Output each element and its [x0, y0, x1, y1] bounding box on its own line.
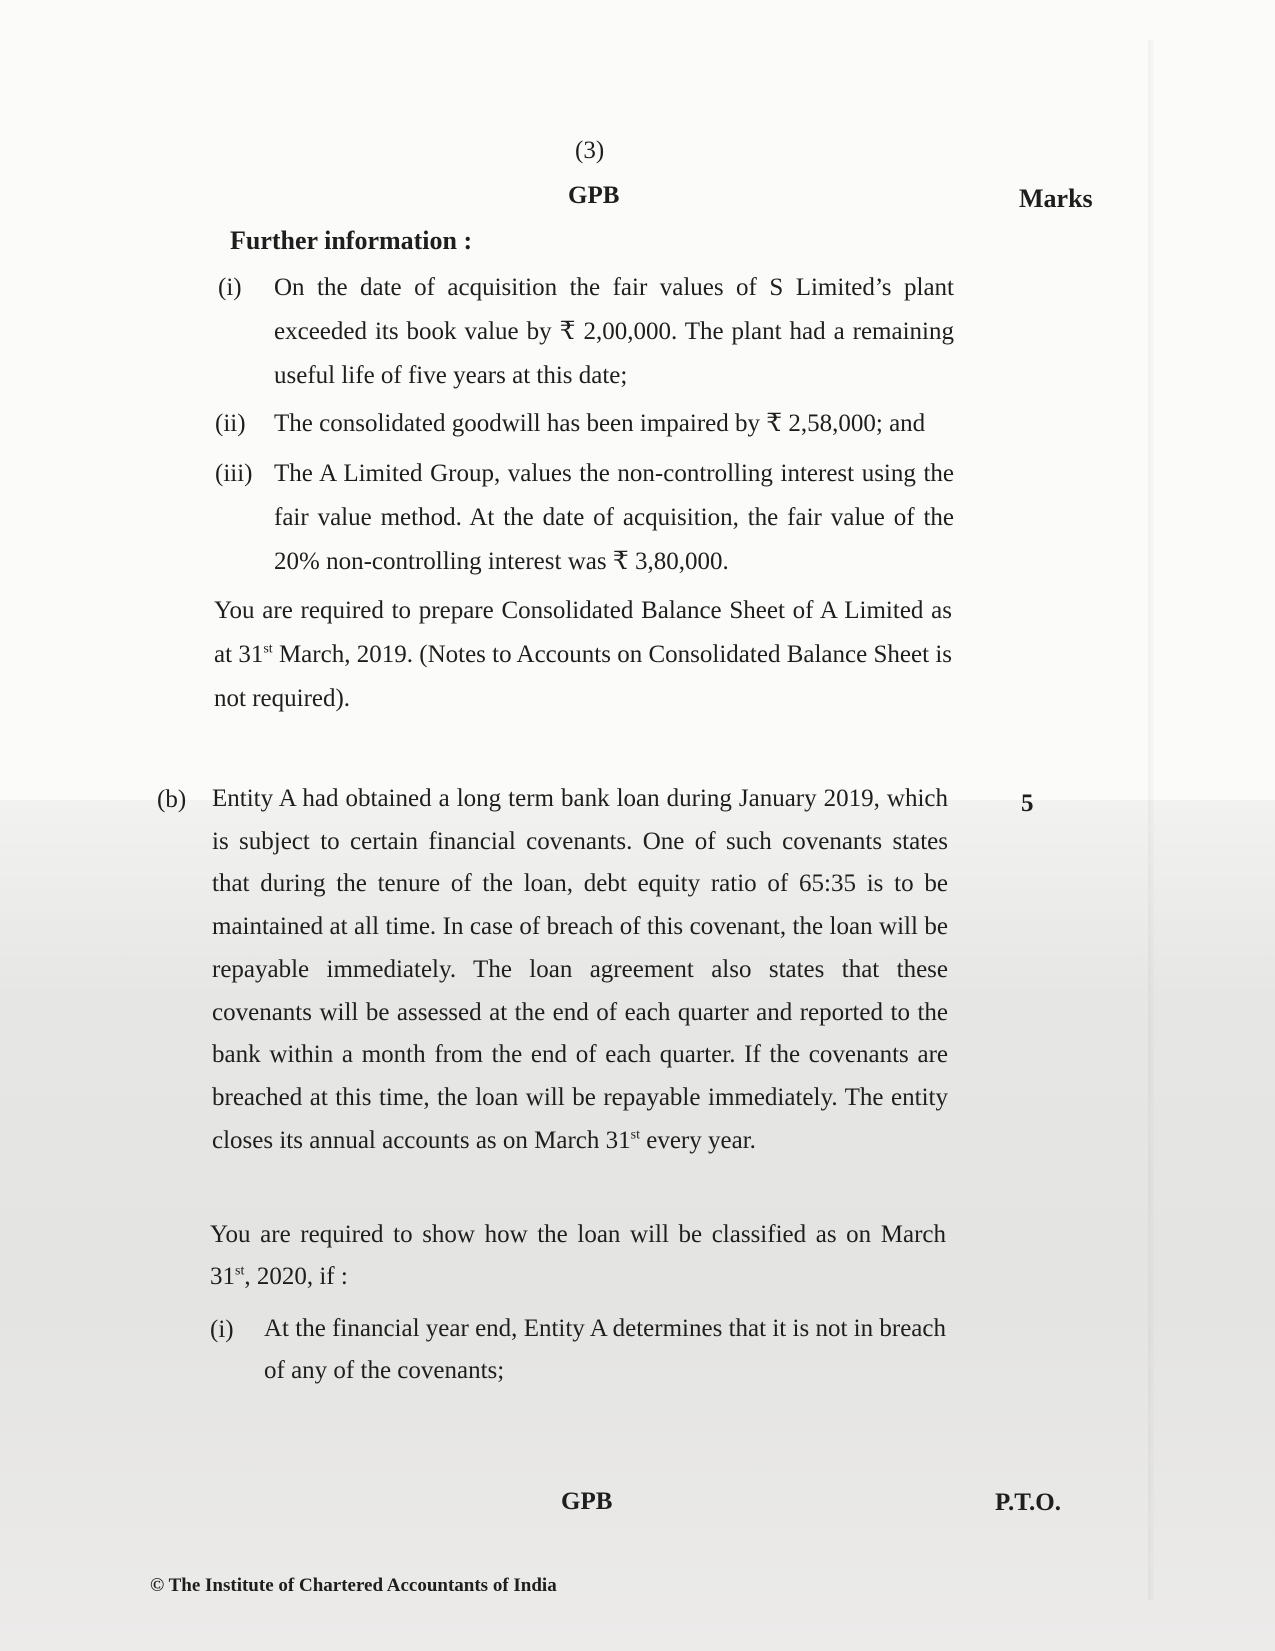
list-item: The A Limited Group, values the non-controlling interest using the fair value method. At the date of acquisition, the fair value of the 20% non-controlling interest was ₹ 3,80,000.	[274, 460, 954, 575]
requirement-paragraph-b: You are required to show how the loan will be classified as on March 31st, 2020, if :	[210, 1221, 946, 1290]
page-number: (3)	[575, 137, 605, 164]
item-number: (i)	[218, 274, 242, 301]
list-item: On the date of acquisition the fair values of S Limited’s plant exceeded its book value by ₹ 2,00,000. The plant had a remaining useful life of five years at this date;	[274, 274, 954, 389]
list-item: At the financial year end, Entity A determines that it is not in breach of any of the covenants;	[264, 1315, 946, 1384]
marks-value: 5	[1021, 790, 1034, 817]
list-item: The consolidated goodwill has been impaired by ₹ 2,58,000; and	[274, 410, 926, 437]
item-number: (i)	[210, 1316, 234, 1343]
paper-code-header: GPB	[568, 182, 620, 209]
page-edge	[1148, 40, 1154, 1600]
paper-code-footer: GPB	[561, 1488, 613, 1515]
question-label: (b)	[157, 786, 187, 813]
item-number: (ii)	[215, 410, 246, 437]
copyright-notice: © The Institute of Chartered Accountants of India	[150, 1575, 557, 1596]
requirement-paragraph: You are required to prepare Consolidated Balance Sheet of A Limited as at 31st March, 2019. (Notes to Accounts on Consolidated Balance Sheet is not required).	[214, 597, 952, 712]
marks-heading: Marks	[1019, 184, 1093, 213]
section-heading: Further information :	[230, 226, 473, 255]
item-number: (iii)	[215, 460, 253, 487]
question-paragraph: Entity A had obtained a long term bank loan during January 2019, which is subject to certain financial covenants. One of such covenants states that during the tenure of the loan, debt equity ratio of 65:35 is to be maintained at all time. In case of breach of this covenant, the loan will be repayable immediately. The loan agreement also states that these covenants will be assessed at the end of each quarter and reported to the bank within a month from the end of each quarter. If the covenants are breached at this time, the loan will be repayable immediately. The entity closes its annual accounts as on March 31st every year.	[212, 785, 948, 1154]
pto-label: P.T.O.	[995, 1489, 1061, 1516]
